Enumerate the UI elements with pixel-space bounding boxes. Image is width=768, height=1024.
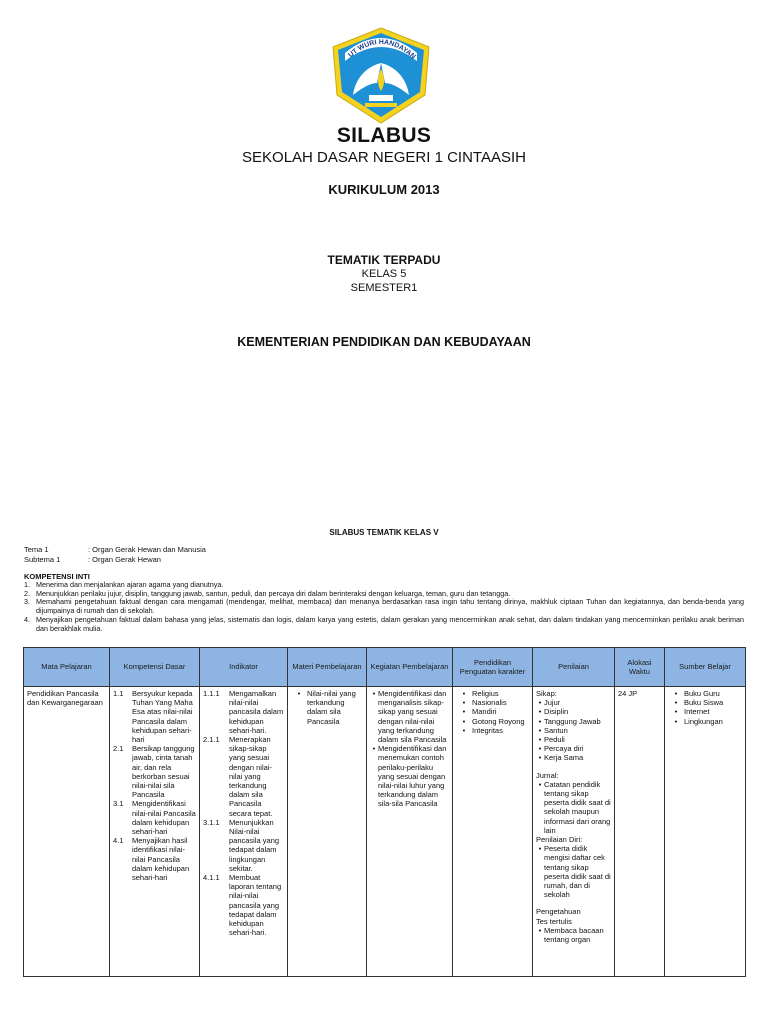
ki-item: 3. Memahami pengetahuan faktual dengan cara mengamati (mendengar, melihat, membaca) dan menanya berdasarkan rasa ingin tahu tentang dirinya, makhluk ciptaan Tuhan dan kegiatannya, dan benda-benda yang dijumpainya di rumah dan di sekolah.	[24, 597, 744, 616]
sumber-item: • Buku Siswa	[674, 698, 724, 708]
diri-item: • Peserta didik mengisi daftar cek tentang sikap peserta didik saat di rumah, dan di sekolah	[538, 844, 611, 900]
cell-indikator	[200, 687, 288, 977]
cell-karakter	[453, 687, 533, 977]
sumber-item: • Internet	[674, 707, 710, 717]
ki-item: 1. Menerima dan menjalankan ajaran agama yang dianutnya.	[24, 580, 224, 589]
indikator-item: 2.1.1 Menerapkan sikap-sikap yang sesuai dengan nilai-nilai yang terkandung dalam sila Pancasila secara tepat.	[203, 735, 273, 818]
karakter-item: • Religius	[462, 689, 499, 698]
header-penilaian: Penilaian	[533, 648, 615, 687]
karakter-item: • Gotong Royong	[462, 716, 525, 726]
logo-emblem-icon	[325, 25, 437, 125]
sumber-item: • Lingkungan	[674, 716, 723, 726]
ki-list	[24, 581, 744, 633]
materi-item: • Nilai-nilai yang terkandung dalam sila Pancasila	[297, 689, 356, 726]
header-sumber: Sumber Belajar	[665, 648, 746, 687]
ki-heading: KOMPETENSI INTI	[24, 572, 90, 581]
theme-value: : Organ Gerak Hewan dan Manusia	[88, 545, 206, 554]
syllabus-title: SILABUS TEMATIK KELAS V	[329, 528, 439, 537]
sikap-item: • Jujur	[538, 698, 561, 708]
curriculum-label: KURIKULUM 2013	[328, 182, 440, 197]
penilaian-tes-label: Tes tertulis	[536, 916, 572, 926]
cell-materi	[288, 687, 367, 977]
sikap-item: • Peduli	[538, 735, 565, 745]
sikap-item: • Disiplin	[538, 707, 569, 717]
school-name: SEKOLAH DASAR NEGERI 1 CINTAASIH	[242, 149, 526, 166]
cell-sumber	[665, 687, 746, 977]
sikap-item: • Santun	[538, 725, 568, 735]
header-alokasi: Alokasi Waktu	[615, 648, 665, 687]
karakter-item: • Integritas	[462, 725, 503, 735]
penilaian-sikap-label: Sikap:	[536, 689, 557, 698]
header-kompetensi-dasar: Kompetensi Dasar	[110, 648, 200, 687]
table-row	[24, 687, 746, 977]
theme-label: Tema 1	[24, 545, 49, 554]
ministry-label: KEMENTERIAN PENDIDIKAN DAN KEBUDAYAAN	[237, 335, 531, 349]
penilaian-diri-label: Penilaian Diri:	[536, 835, 583, 845]
subtheme-label: Subtema 1	[24, 555, 61, 564]
subject-label: TEMATIK TERPADU	[327, 253, 441, 267]
jurnal-item: • Catatan pendidik tentang sikap peserta didik saat di sekolah maupun informasi dari orang lain	[538, 779, 611, 835]
cell-alokasi: 24 JP	[615, 687, 665, 977]
cell-kegiatan	[367, 687, 453, 977]
kd-item: 3.1 Mengidentifikasi nilai-nilai Pancasila dalam kehidupan sehari-hari	[113, 799, 196, 837]
kegiatan-item: • Mengidentifikasi dan menemukan contoh perilaku-perilaku yang sesuai dengan nilai-nilai luhur yang terkandung dalam sila-sila Pancasila	[372, 744, 447, 809]
theme-info	[24, 545, 424, 565]
penilaian-pengetahuan-label: Pengetahuan	[536, 907, 581, 917]
tes-item: • Membaca bacaan tentang organ	[538, 925, 604, 945]
semester-label: SEMESTER1	[350, 282, 418, 294]
indikator-item: 3.1.1 Menunjukkan Nilai-nilai pancasila yang tedapat dalam lingkungan sekitar.	[203, 817, 280, 873]
header-materi: Materi Pembelajaran	[288, 648, 367, 687]
header-mata-pelajaran: Mata Pelajaran	[24, 648, 110, 687]
sumber-item: • Buku Guru	[674, 689, 720, 698]
ki-item: 4. Menyajikan pengetahuan faktual dalam bahasa yang jelas, sistematis dan logis, dalam karya yang estetis, dalam gerakan yang mencerminkan anak sehat, dan dalam tindakan yang mencerminkan perilaku anak beriman dan berakhlak mulia.	[24, 614, 744, 633]
kd-item: 4.1 Menyajikan hasil identifikasi nilai-nilai Pancasila dalam kehidupan sehari-hari	[113, 836, 190, 883]
karakter-item: • Nasionalis	[462, 698, 507, 708]
header-karakter: Pendidikan Penguatan karakter	[453, 648, 533, 687]
class-label: KELAS 5	[361, 268, 407, 280]
ki-item: 2. Menunjukkan perilaku jujur, disiplin, tanggung jawab, santun, peduli, dan percaya diri dalam berinteraksi dengan keluarga, teman, guru dan tetangga.	[24, 588, 511, 598]
syllabus-table	[23, 647, 746, 977]
header-kegiatan: Kegiatan Pembelajaran	[367, 648, 453, 687]
cell-kompetensi-dasar	[110, 687, 200, 977]
sikap-item: • Percaya diri	[538, 744, 584, 754]
table-header-row	[24, 648, 746, 687]
subtheme-value: : Organ Gerak Hewan	[88, 555, 161, 564]
document-title: SILABUS	[336, 124, 432, 147]
karakter-item: • Mandiri	[462, 707, 497, 717]
kd-item: 2.1 Bersikap tanggung jawab, cinta tanah air, dan rela berkorban sesuai nilai-nilai sila Pancasila	[113, 744, 195, 800]
sikap-item: • Kerja Sama	[538, 753, 584, 763]
cell-penilaian	[533, 687, 615, 977]
kegiatan-item: • Mengidentifikasi dan menganalisis sikap-sikap yang sesuai dengan nilai-nilai yang terkandung dalam sila Pancasila	[372, 689, 447, 745]
kd-item: 1.1 Bersyukur kepada Tuhan Yang Maha Esa atas nilai-nilai Pancasila dalam kehidupan sehari-hari	[113, 689, 193, 745]
header-indikator: Indikator	[200, 648, 288, 687]
tut-wuri-handayani-logo	[325, 25, 437, 125]
indikator-item: 4.1.1 Membuat laporan tentang nilai-nilai pancasila yang tedapat dalam kehidupan sehari-hari.	[203, 873, 282, 938]
indikator-item: 1.1.1 Mengamalkan nilai-nilai pancasila dalam kehidupan sehari-hari.	[203, 689, 284, 735]
penilaian-jurnal-label: Jurnal:	[536, 770, 559, 780]
logo-text: UT WURI HANDAYAN	[347, 38, 417, 61]
cell-mapel: Pendidikan Pancasila dan Kewarganegaraan	[24, 687, 110, 977]
sikap-item: • Tanggung Jawab	[538, 716, 601, 726]
